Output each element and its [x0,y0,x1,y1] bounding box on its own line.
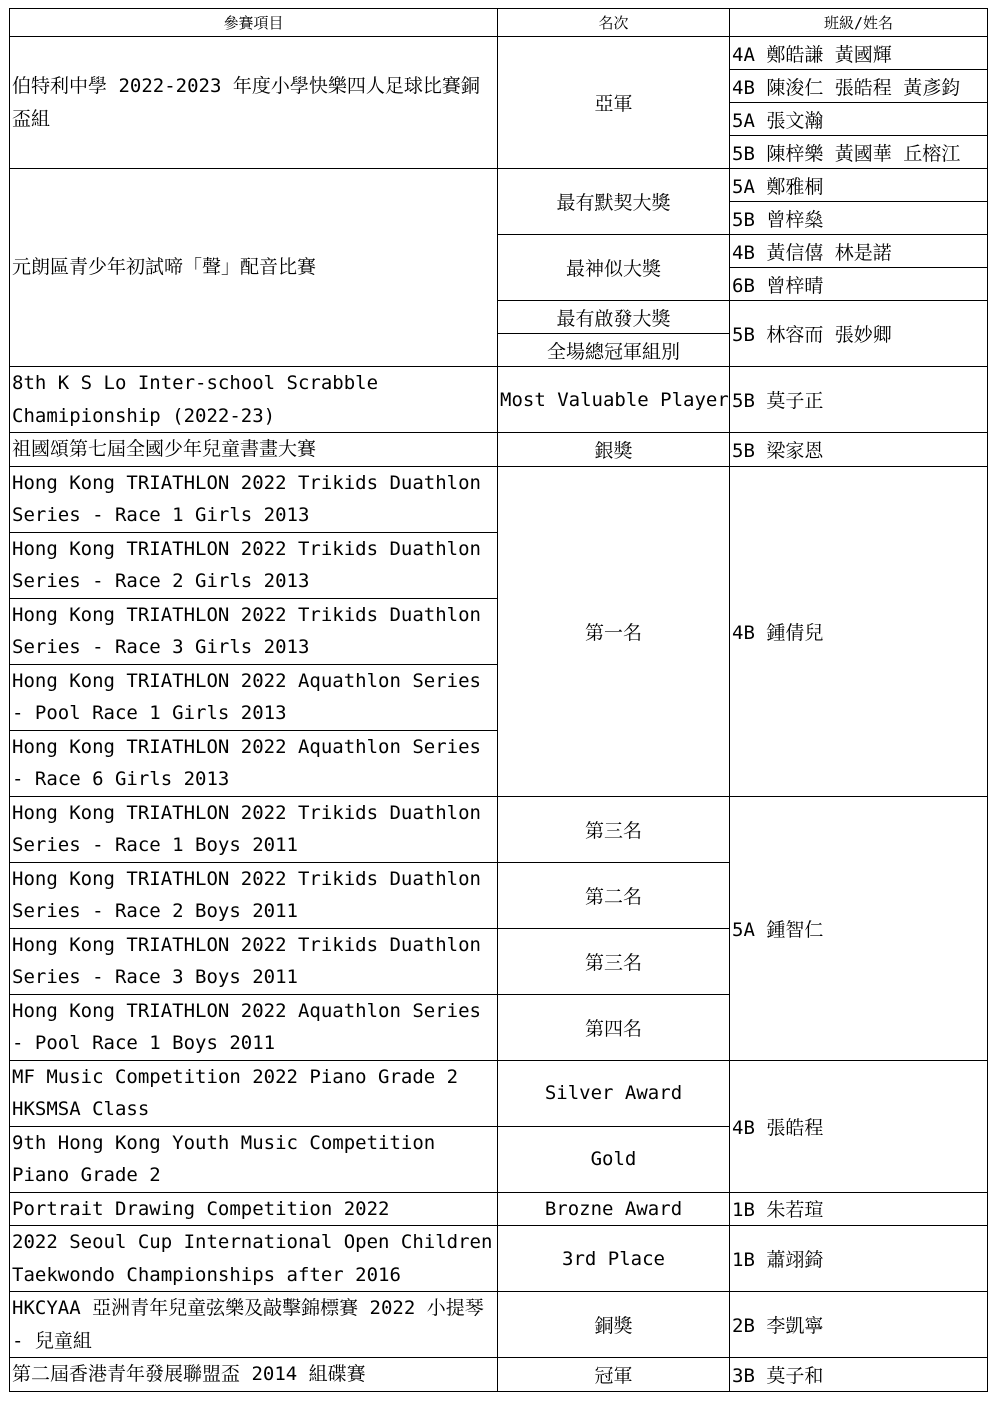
place-cell: 最有默契大獎 [498,169,730,235]
name-cell: 5A 張文瀚 [730,103,988,136]
name-cell: 3B 莫子和 [730,1358,988,1392]
name-cell: 5B 曾梓燊 [730,202,988,235]
event-cell: 8th K S Lo Inter-school Scrabble Chamipionship (2022-23) [10,367,498,433]
name-cell: 5A 鍾智仁 [730,796,988,1060]
event-cell: 伯特利中學 2022-2023 年度小學快樂四人足球比賽銅盃組 [10,37,498,169]
event-cell: Hong Kong TRIATHLON 2022 Aquathlon Series - Race 6 Girls 2013 [10,730,498,796]
event-cell: Hong Kong TRIATHLON 2022 Trikids Duathlon Series - Race 1 Girls 2013 [10,466,498,532]
place-cell: Brozne Award [498,1192,730,1226]
table-row [10,796,988,862]
place-cell: 第三名 [498,796,730,862]
place-cell: Most Valuable Player [498,367,730,433]
table-row [10,367,988,433]
name-cell: 6B 曾梓晴 [730,268,988,301]
place-cell: 銀獎 [498,433,730,467]
table-row [10,1292,988,1358]
event-cell: HKCYAA 亞洲青年兒童弦樂及敲擊錦標賽 2022 小提琴 - 兒童組 [10,1292,498,1358]
event-cell: 2022 Seoul Cup International Open Children Taekwondo Championships after 2016 [10,1226,498,1292]
name-cell: 4B 張皓程 [730,1060,988,1192]
table-row [10,1226,988,1292]
table-row [10,1358,988,1392]
awards-table [9,8,988,1392]
place-cell: Silver Award [498,1060,730,1126]
place-cell: 第三名 [498,928,730,994]
table-row [10,37,988,70]
header-place: 名次 [498,9,730,37]
event-cell: Hong Kong TRIATHLON 2022 Trikids Duathlon Series - Race 3 Boys 2011 [10,928,498,994]
event-cell: 9th Hong Kong Youth Music Competition Piano Grade 2 [10,1126,498,1192]
header-row [10,9,988,37]
place-cell: 第四名 [498,994,730,1060]
name-cell: 4B 鍾倩兒 [730,466,988,796]
header-event: 參賽項目 [10,9,498,37]
name-cell: 1B 蕭翊錡 [730,1226,988,1292]
place-cell: 3rd Place [498,1226,730,1292]
place-cell: 亞軍 [498,37,730,169]
name-cell: 5A 鄭雅桐 [730,169,988,202]
name-cell: 5B 林容而 張妙卿 [730,301,988,367]
name-cell: 5B 梁家恩 [730,433,988,467]
name-cell: 5B 莫子正 [730,367,988,433]
name-cell: 2B 李凱寧 [730,1292,988,1358]
event-cell: Hong Kong TRIATHLON 2022 Trikids Duathlon Series - Race 1 Boys 2011 [10,796,498,862]
name-cell: 1B 朱若瑄 [730,1192,988,1226]
table-row [10,466,988,532]
header-class-name: 班級/姓名 [730,9,988,37]
name-cell: 4B 陳浚仁 張皓程 黃彥鈞 [730,70,988,103]
place-cell: 第二名 [498,862,730,928]
event-cell: 祖國頌第七屆全國少年兒童書畫大賽 [10,433,498,467]
name-cell: 4A 鄭皓謙 黃國輝 [730,37,988,70]
place-cell: 冠軍 [498,1358,730,1392]
event-cell: Hong Kong TRIATHLON 2022 Trikids Duathlon Series - Race 3 Girls 2013 [10,598,498,664]
place-cell: 第一名 [498,466,730,796]
name-cell: 4B 黃信僖 林是諾 [730,235,988,268]
place-cell: 最有啟發大獎 [498,301,730,334]
table-row [10,433,988,467]
event-cell: 第二屆香港青年發展聯盟盃 2014 組碟賽 [10,1358,498,1392]
event-cell: Portrait Drawing Competition 2022 [10,1192,498,1226]
event-cell: Hong Kong TRIATHLON 2022 Trikids Duathlon Series - Race 2 Boys 2011 [10,862,498,928]
event-cell: 元朗區青少年初試啼「聲」配音比賽 [10,169,498,367]
place-cell: 銅獎 [498,1292,730,1358]
name-cell: 5B 陳梓樂 黃國華 丘榕江 [730,136,988,169]
table-row [10,169,988,202]
table-row [10,1192,988,1226]
place-cell: 最神似大獎 [498,235,730,301]
event-cell: Hong Kong TRIATHLON 2022 Trikids Duathlon Series - Race 2 Girls 2013 [10,532,498,598]
table-row [10,1060,988,1126]
place-cell: 全場總冠軍組別 [498,334,730,367]
place-cell: Gold [498,1126,730,1192]
event-cell: Hong Kong TRIATHLON 2022 Aquathlon Series - Pool Race 1 Girls 2013 [10,664,498,730]
event-cell: MF Music Competition 2022 Piano Grade 2 HKSMSA Class [10,1060,498,1126]
event-cell: Hong Kong TRIATHLON 2022 Aquathlon Series - Pool Race 1 Boys 2011 [10,994,498,1060]
